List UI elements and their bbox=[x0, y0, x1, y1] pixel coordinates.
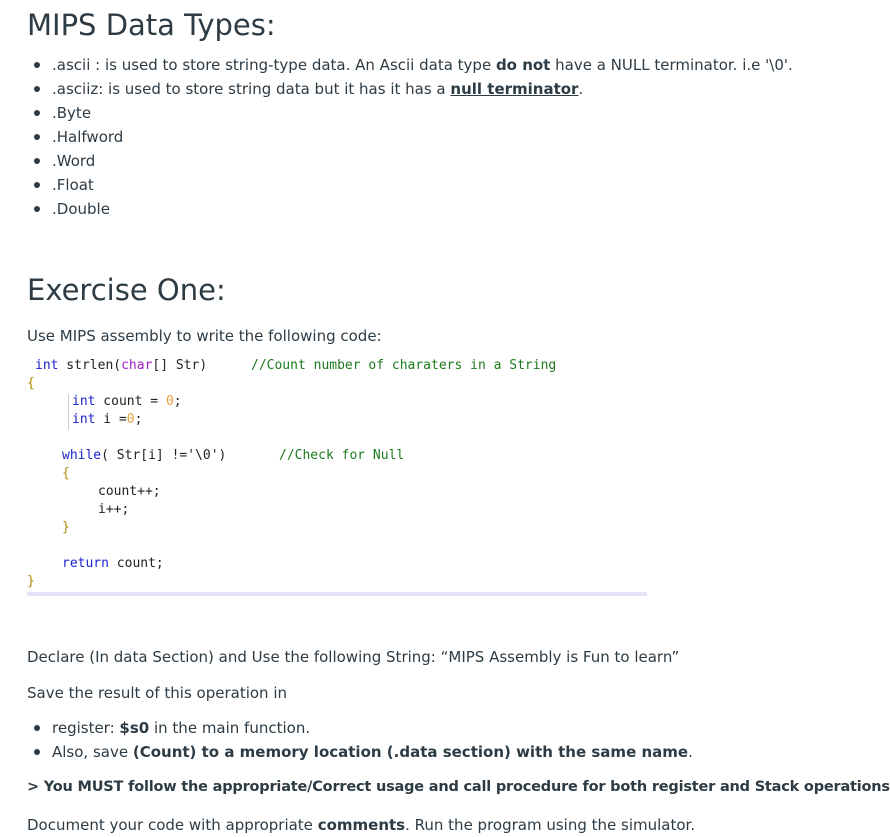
bullet-memory bbox=[52, 743, 693, 761]
code-token: strlen( bbox=[58, 358, 122, 373]
code-token: 0 bbox=[126, 412, 135, 427]
code-line-count-decl bbox=[72, 394, 182, 409]
bullet-dot bbox=[34, 158, 40, 164]
bullet-asciiz-text-end: . bbox=[578, 80, 584, 98]
must-follow-note: > You MUST follow the appropriate/Correct usage and call procedure for both register and Stack operations bbox=[27, 779, 890, 795]
bullet-dot bbox=[34, 86, 40, 92]
code-token: ; bbox=[173, 394, 182, 409]
code-token: while bbox=[62, 448, 102, 463]
bullet-memory-bold: (Count) to a memory location (.data section) with the same name bbox=[132, 743, 689, 761]
bullet-dot bbox=[34, 62, 40, 68]
code-token: count = bbox=[95, 394, 166, 409]
code-token: i = bbox=[95, 412, 127, 427]
bullet-byte-text: .Byte bbox=[52, 104, 92, 122]
code-token: ( Str[i] !='\0') bbox=[101, 448, 227, 463]
bullet-word-text: .Word bbox=[52, 152, 96, 170]
code-token: return bbox=[62, 556, 109, 571]
code-inner-close-brace: } bbox=[62, 520, 70, 535]
code-line-i-inc: i++; bbox=[98, 502, 130, 517]
declare-string-instruction: Declare (In data Section) and Use the following String: “MIPS Assembly is Fun to learn” bbox=[27, 648, 680, 666]
bullet-dot bbox=[34, 182, 40, 188]
code-line-signature bbox=[35, 358, 207, 373]
heading-exercise-one: Exercise One: bbox=[27, 273, 226, 307]
bullet-register-text-end: in the main function. bbox=[149, 719, 311, 737]
bullet-dot bbox=[34, 749, 40, 755]
bullet-byte bbox=[52, 104, 91, 122]
code-token: count; bbox=[108, 556, 164, 571]
bullet-float bbox=[52, 176, 94, 194]
bullet-asciiz bbox=[52, 80, 583, 98]
code-line-count-inc: count++; bbox=[98, 484, 161, 499]
code-indent-guide bbox=[68, 394, 69, 430]
bullet-asciiz-text: .asciiz: is used to store string data but it has it has a bbox=[52, 80, 451, 98]
bullet-halfword bbox=[52, 128, 123, 146]
code-line-return bbox=[62, 556, 164, 571]
document-text: Document your code with appropriate bbox=[27, 816, 318, 834]
document-text-end: . Run the program using the simulator. bbox=[405, 816, 696, 834]
bullet-register-text: register: bbox=[52, 719, 120, 737]
code-comment-null: //Check for Null bbox=[279, 448, 405, 463]
document-bold: comments bbox=[317, 816, 406, 834]
bullet-ascii-text: .ascii : is used to store string-type data. An Ascii data type bbox=[52, 56, 496, 74]
code-open-brace: { bbox=[27, 376, 35, 391]
bullet-ascii-bold: do not bbox=[495, 56, 551, 74]
bullet-dot bbox=[34, 110, 40, 116]
bullet-dot bbox=[34, 725, 40, 731]
code-token: int bbox=[35, 358, 59, 373]
bullet-dot bbox=[34, 134, 40, 140]
code-token: char bbox=[121, 358, 153, 373]
bullet-dot bbox=[34, 206, 40, 212]
bullet-double bbox=[52, 200, 110, 218]
code-token: int bbox=[72, 412, 96, 427]
code-inner-open-brace: { bbox=[62, 466, 70, 481]
null-terminator-link[interactable]: null terminator bbox=[450, 80, 579, 98]
code-token: 0 bbox=[165, 394, 174, 409]
heading-data-types: MIPS Data Types: bbox=[27, 8, 276, 42]
code-token: int bbox=[72, 394, 96, 409]
bullet-register bbox=[52, 719, 310, 737]
bullet-double-text: .Double bbox=[52, 200, 110, 218]
bullet-memory-text-end: . bbox=[688, 743, 693, 761]
bullet-register-bold: $s0 bbox=[119, 719, 150, 737]
bullet-memory-text: Also, save bbox=[52, 743, 133, 761]
code-token: [] Str) bbox=[152, 358, 208, 373]
code-comment-count: //Count number of charaters in a String bbox=[251, 358, 557, 373]
code-token: ; bbox=[134, 412, 143, 427]
code-block-scrollbar[interactable] bbox=[27, 592, 647, 596]
bullet-float-text: .Float bbox=[52, 176, 94, 194]
exercise-intro: Use MIPS assembly to write the following code: bbox=[27, 327, 382, 345]
bullet-halfword-text: .Halfword bbox=[52, 128, 124, 146]
save-result-instruction: Save the result of this operation in bbox=[27, 684, 288, 702]
bullet-ascii bbox=[52, 56, 793, 74]
code-close-brace: } bbox=[27, 574, 35, 589]
bullet-word bbox=[52, 152, 95, 170]
code-line-i-decl bbox=[72, 412, 142, 427]
code-line-while bbox=[62, 448, 226, 463]
bullet-ascii-text-end: have a NULL terminator. i.e '\0'. bbox=[550, 56, 793, 74]
document-instruction bbox=[27, 816, 695, 834]
